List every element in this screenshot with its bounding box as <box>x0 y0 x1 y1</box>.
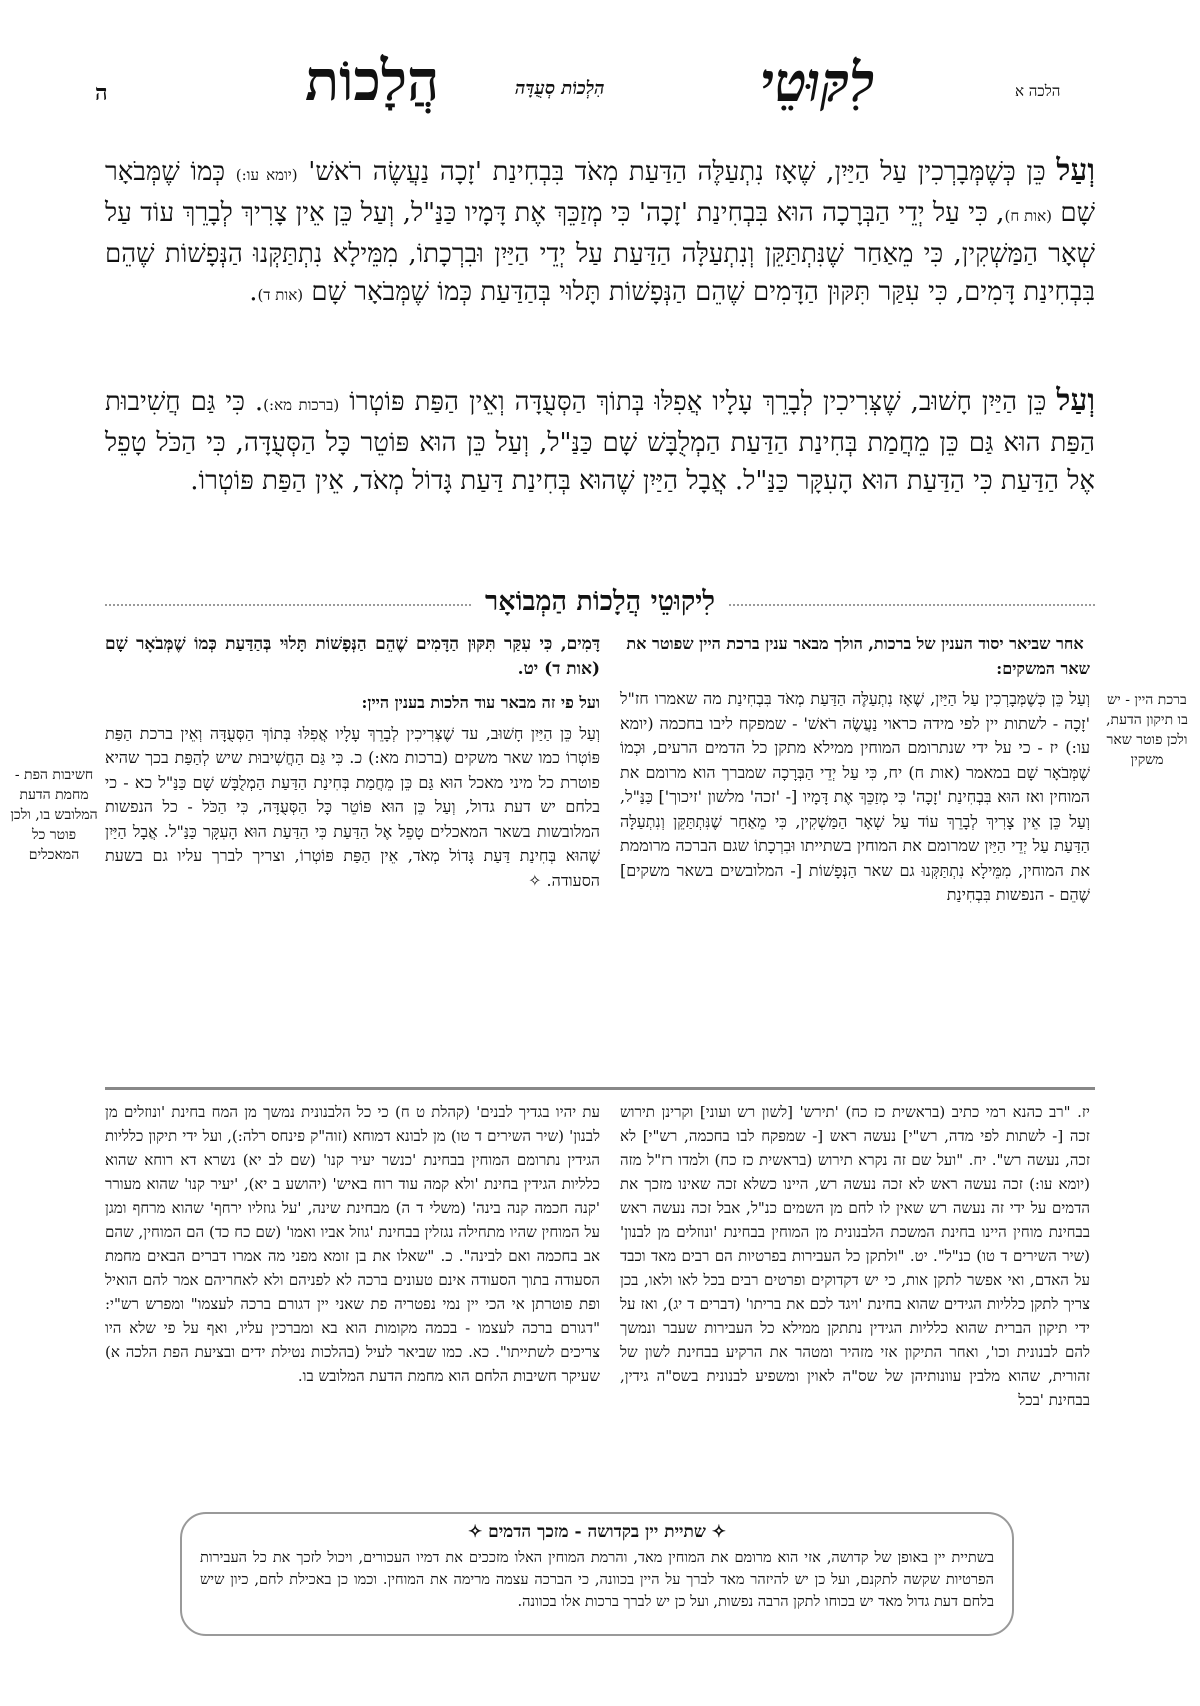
column-intro-heading: אחר שביאר יסוד הענין של ברכות, הולך מבאר ענין ברכת היין שפוטר את שאר המשקים: <box>626 634 1090 678</box>
header-title-likutei: לִקּוּטֵי <box>760 50 875 114</box>
source-reference: (אות ד) <box>257 286 304 304</box>
main-text: כְּמוֹ שֶׁמְּבֹאָר שָׁם <box>105 157 1095 228</box>
margin-note-right: ברכת היין - יש בו תיקון הדעת, ולכן פוטר שאר משקין <box>1106 692 1188 768</box>
header-halacha-label: הלכה א <box>1015 82 1061 100</box>
main-text: . כִּי גַּם חֲשִׁיבוּת הַפַּת הוּא גַּם כֵּן מֵחֲמַת בְּחִינַת הַדַּעַת הַמְלֻבָּשׁ שָׁם כַּנַּ"ל, וְעַל כֵּן הוּא פּוֹטֵר כָּל הַסְּעֻדָּה, כִּי הַכֹּל טָפֵל אֶל הַדַּעַת כִּי הַדַּעַת הוּא הָעִקָּר כַּנַּ"ל. אֲבָל הַיַּיִן שֶׁהוּא בְּחִינַת דַּעַת גָּדוֹל מְאֹד, אֵין הַפַּת פּוֹטְרוֹ. <box>105 387 1095 496</box>
source-reference: (אות ח) <box>1004 207 1052 225</box>
margin-note-left: חשיבות הפת - מחמת הדעת המלובש בו, ולכן פוטר כל המאכלים <box>10 767 98 863</box>
column-sub-heading: ועל פי זה מבאר עוד הלכות בענין היין: <box>361 693 600 712</box>
main-paragraph-2 <box>105 382 1095 500</box>
page-number: ה <box>95 80 108 106</box>
paragraph-lead-word: וְעַל <box>1056 383 1095 418</box>
summary-box <box>180 1512 1014 1636</box>
commentary-column-left <box>105 632 600 899</box>
paragraph-lead-word: וְעַל <box>1056 153 1095 188</box>
main-paragraph-1 <box>105 152 1095 314</box>
commentary-continuation: דָּמִים, כִּי עִקַּר תִּקּוּן הַדָּמִים שֶׁהֵם הַנְּפָשׁוֹת תָּלוּי בְּהַדַּעַת כְּמוֹ שֶׁמְּבֹאָר שָׁם (אות ד) יט. <box>105 634 600 679</box>
summary-box-title: ✧ שתיית יין בקדושה - מזכך הדמים ✧ <box>467 1522 727 1542</box>
main-text: , כִּי עַל יְדֵי הַבְּרָכָה הוּא בִּבְחִינַת 'זָכָה' כִּי מְזַכֵּךְ אֶת דָּמָיו כַּנַּ"ל, וְעַל כֵּן אֵין צָרִיךְ לְבָרֵךְ עוֹד עַל שְׁאָר הַמַּשְׁקִין, כִּי מֵאַחַר שֶׁנִּתְתַּקֵּן וְנִתְעַלָּה הַדַּעַת עַל יְדֵי הַיַּיִן וּבִרְכָתוֹ, מִמֵּילָא נִתְתַּקְּנוּ הַנְּפָשׁוֹת שֶׁהֵם בִּבְחִינַת דָּמִים, כִּי עִקַּר תִּקּוּן הַדָּמִים שֶׁהֵם הַנְּפָשׁוֹת תָּלוּי בְּהַדַּעַת כְּמוֹ שֶׁמְּבֹאָר שָׁם <box>105 198 1095 307</box>
summary-box-text: בשתיית יין באופן של קדושה, אזי הוא מרומם את המוחין מאד, והרמת המוחין האלו מזככים את דמיו העכורים, ויכול לזכך את כל העבירות הפרטיות שקשה לתקנם, ועל כן יש להיזהר מאד לברך על היין בכוונה, כי הברכה עצמה מרימה את המוחין. וכמו כן באכילת לחם, כיון שיש בלחם דעת גדול מאד יש בכוחו לתקן הרבה נפשות, ועל כן יש לברך ברכות אלו בכוונה. <box>200 1550 994 1610</box>
footnote-divider <box>105 1087 1095 1090</box>
source-reference: (יומא עו:) <box>235 166 298 184</box>
footnotes-left: עת יהיו בגדיך לבנים' (קהלת ט ח) כי כל הלבנונית נמשך מן המח בחינת 'ונוזלים מן לבנון' (שיר השירים ד טו) מן לבונא דמוחא (זוה"ק פינחס רלה:), ועל ידי תיקון כלליות הגידין נתרומם המוחין בבחינת 'כנשר יעיר קנו' (שם לב יא) נשרא דא רוחא שהוא כלליות הגידין בחינת 'ולא קמה עוד רוח באיש' (יהושע ב יא), 'יעיר קנו' שהוא מעורר 'קנה חכמה קנה בינה' (משלי ד ה) מבחינת שינה, 'על גוזליו ירחף' שהוא מרחף ומגן על המוחין שהיו מתחילה נגזלין בבחינת 'גוזל אביו ואמו' (שם כח כד) הם המוחין, שהם אב בחכמה ואם לבינה". כ. "שאלו את בן זומא מפני מה אמרו דברים הבאים מחמת הסעודה בתוך הסעודה אינם טעונים ברכה לא לפניהם ולא לאחריהם אמר להם הואיל ופת פוטרתן אי הכי יין נמי נפטריה פת שאני יין דגורם ברכה לעצמו" ומפרש רש"י: "דגורם ברכה לעצמו - בכמה מקומות הוא בא ומברכין עליו, ואף על פי שלא היו צריכים לשתייתו". כא. כמו שביאר לעיל (בהלכות נטילת ידים ובציעת הפת הלכה א) שעיקר חשיבות הלחם הוא מחמת הדעת המלובש בו. <box>105 1103 600 1385</box>
main-text: כֵּן הַיַּיִן חָשׁוּב, שֶׁצְּרִיכִין לְבָרֵךְ עָלָיו אֲפִלּוּ בְּתוֹךְ הַסְּעֻדָּה וְאֵין הַפַּת פּוֹטְרוֹ <box>339 387 1057 417</box>
commentary-text: וְעַל כֵּן כְּשֶׁמְּבָרְכִין עַל הַיַּיִן, שֶׁאָז נִתְעַלֶּה הַדַּעַת מְאֹד בִּבְחִינַת מה שאמרו חז"ל 'זָכָה - לשתות יין לפי מידה כראוי נַעֲשֶׂה רֹאשׁ' - שמפקח ליבו בחכמה (יומא עו:) יז - כי על ידי שנתרומם המוחין ממילא מתקן כל הדמים הרעים, וּכְמוֹ שֶׁמְּבֹאָר שָׁם במאמר (אות ח) יח, כִּי עַל יְדֵי הַבְּרָכָה שמברך הוא מרומם את המוחין ואז הוּא בִּבְחִינַת 'זָכָה' כִּי מְזַכֵּךְ אֶת דָּמָיו [- 'זכה' מלשון 'זיכוך'] כַּנַּ"ל, וְעַל כֵּן אֵין צָרִיךְ לְבָרֵךְ עוֹד עַל שְׁאָר הַמַּשְׁקִין, כִּי מֵאַחַר שֶׁנִּתְתַּקֵּן וְנִתְעַלָּה הַדַּעַת עַל יְדֵי הַיַּיִן שמרומם את המוחין בשתייתו וּבִרְכָתוֹ שגם הברכה מרוממת את המוחין, מִמֵּילָא נִתְתַּקְּנוּ גם שאר הַנְּפָשׁוֹת [- המלובשים בשאר משקים] שֶׁהֵם - הנפשות בִּבְחִינַת <box>620 689 1091 904</box>
footnotes-right: יז. "רב כהנא רמי כתיב (בראשית כז כח) 'תירש' [לשון רש ועוני] וקרינן תירוש זכה [- לשתות לפי מדה, רש"י] נעשה ראש [- שמפקח לבו בחכמה, רש"י] לא זכה, נעשה רש". יח. "ועל שם זה נקרא תירוש (בראשית כז כח) ולמדו רז"ל מזה (יומא עו:) זכה נעשה ראש לא זכה נעשה רש, היינו כשלא זכה שאינו מזכך את הדמים על ידי זה נעשה רש שאין לו לחם מן השמים כנ"ל, אבל זכה נעשה ראש בבחינת מוחין היינו בחינת המשכת הלבנונית מן המוחין בבחינת 'ונוזלים מן לבנון' (שיר השירים ד טו) כנ"ל". יט. "ולתקן כל העבירות בפרטיות הם רבים מאד וכבד על האדם, ואי אפשר לתקן אות, כי יש דקדוקים ופרטים רבים בכל לאו ולאו, בכן צריך לתקן כלליות הגידים שהוא בחינת 'ויגד לכם את בריתו' (דברים ד יג), ואז על ידי תיקון הברית שהוא כלליות הגידין נתתקן ממילא כל העבירות שעבר ונמשך להם לבנונית וכו', ואחר התיקון אזי מזהיר ומטהר את הרקיע בבחינת לשון של זהורית, שהוא מלבין עוונותיהן של שס"ה לאוין ומשפיע לבנונית בשס"ה גידין, בבחינת 'בכל <box>620 1103 1090 1409</box>
header-section-name: הִלְכוֹת סְעֻדָּה <box>515 78 605 99</box>
commentary-text: וְעַל כֵּן הַיַּיִן חָשׁוּב, עד שֶׁצְּרִיכִין לְבָרֵךְ עָלָיו אֲפִלּוּ בְּתוֹךְ הַסְּעֻדָּה וְאֵין ברכת הַפַּת פּוֹטְרוֹ כמו שאר משקים (ברכות מא:) כ. כִּי גַּם הַחֲשִׁיבוּת שיש לְהַפַּת בכך שהיא פוטרת כל מיני מאכל הוּא גַּם כֵּן מֵחֲמַת בְּחִינַת הַדַּעַת הַמְלֻבָּשׁ שָׁם כַּנַּ"ל כא - כי בלחם יש דעת גדול, וְעַל כֵּן הוּא פּוֹטֵר כָּל הַסְּעֻדָּה, כִּי הַכֹּל - כל הנפשות המלובשות בשאר המאכלים טָפֵל אֶל הַדַּעַת כִּי הַדַּעַת הוּא הָעִקָּר כַּנַּ"ל. אֲבָל הַיַּיִן שֶׁהוּא בְּחִינַת דַּעַת גָּדוֹל מְאֹד, אֵין הַפַּת פּוֹטְרוֹ, וצריך לברך עליו גם בשעת הסעודה. ✧ <box>105 723 601 890</box>
commentary-column-right <box>620 632 1090 914</box>
header-title-halachot: הֲלָכוֹת <box>305 48 440 114</box>
section-banner <box>105 586 1095 620</box>
banner-title: לִיקוּטֵי הֲלָכוֹת הַמְבוֹאָר <box>471 586 729 617</box>
main-text: . <box>249 277 258 307</box>
source-reference: (ברכות מא:) <box>263 396 340 414</box>
main-text: כֵּן כְּשֶׁמְּבָרְכִין עַל הַיַּיִן, שֶׁאָז נִתְעַלֶּה הַדַּעַת מְאֹד בִּבְחִינַת 'זָכָה נַעֲשֶׂה רֹאשׁ' <box>297 157 1057 187</box>
